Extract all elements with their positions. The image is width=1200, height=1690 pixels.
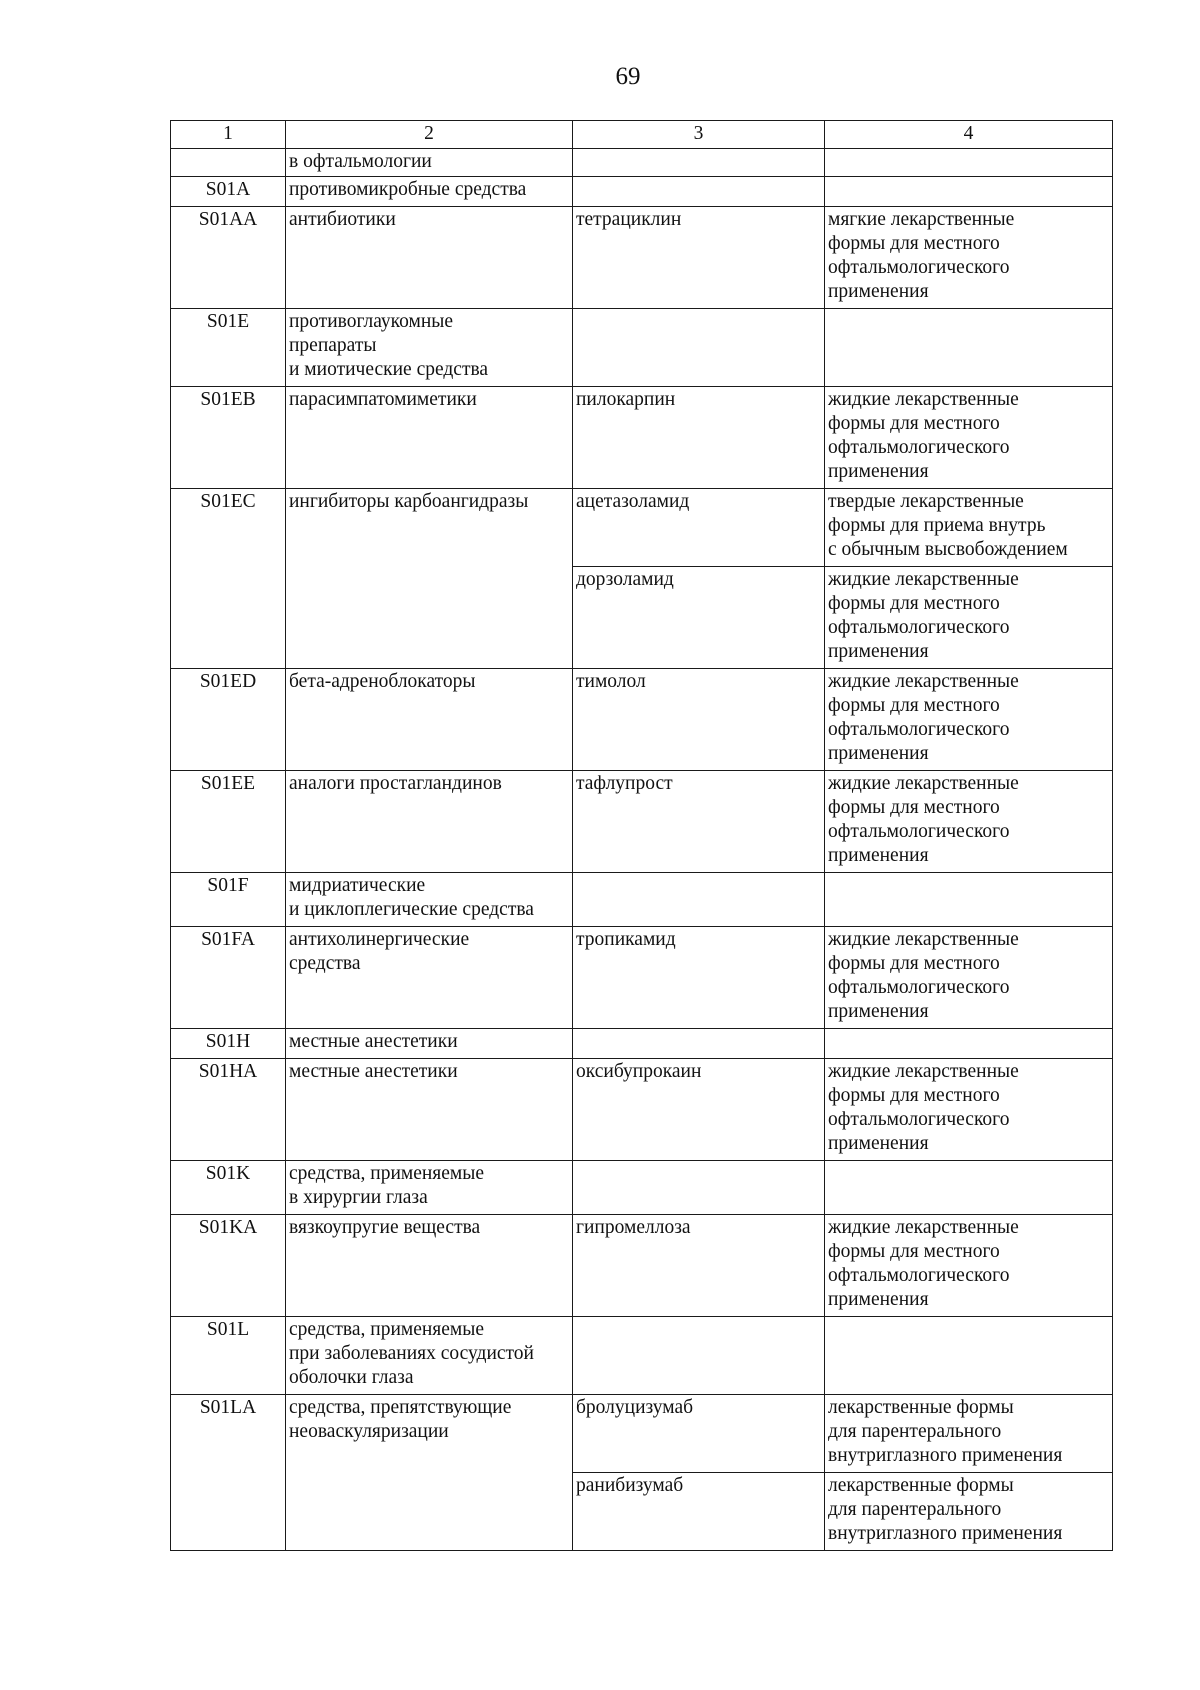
atc-code-cell: S01EE xyxy=(171,771,286,873)
table-row xyxy=(171,1059,1113,1161)
header-cell-2: 2 xyxy=(286,121,573,149)
table-row xyxy=(171,873,1113,927)
table-row xyxy=(171,1029,1113,1059)
page-number: 69 xyxy=(615,63,641,90)
atc-code-cell: S01F xyxy=(171,873,286,927)
group-name-cell: ингибиторы карбоангидразы xyxy=(286,489,573,669)
group-name-cell: средства, применяемые при заболеваниях сосудистой оболочки глаза xyxy=(286,1317,573,1395)
atc-code-cell: S01KA xyxy=(171,1215,286,1317)
group-name-cell: в офтальмологии xyxy=(286,149,573,177)
table-header-row xyxy=(171,121,1113,149)
dosage-form-cell: твердые лекарственные формы для приема внутрь с обычным высвобождением xyxy=(825,489,1113,567)
drug-name-cell: гипромеллоза xyxy=(573,1215,825,1317)
drug-name-cell xyxy=(573,873,825,927)
table-row xyxy=(171,207,1113,309)
dosage-form-cell: жидкие лекарственные формы для местного офтальмологического применения xyxy=(825,669,1113,771)
group-name-cell: противоглаукомные препараты и миотические средства xyxy=(286,309,573,387)
dosage-form-cell: жидкие лекарственные формы для местного офтальмологического применения xyxy=(825,927,1113,1029)
drug-name-cell: бролуцизумаб xyxy=(573,1395,825,1473)
dosage-form-cell xyxy=(825,1029,1113,1059)
drug-name-cell xyxy=(573,1317,825,1395)
atc-code-cell: S01E xyxy=(171,309,286,387)
group-name-cell: бета-адреноблокаторы xyxy=(286,669,573,771)
group-name-cell: парасимпатомиметики xyxy=(286,387,573,489)
atc-code-cell: S01H xyxy=(171,1029,286,1059)
atc-code-cell xyxy=(171,149,286,177)
atc-code-cell: S01L xyxy=(171,1317,286,1395)
table-row xyxy=(171,489,1113,567)
group-name-cell: средства, препятствующие неоваскуляризации xyxy=(286,1395,573,1551)
dosage-form-cell xyxy=(825,309,1113,387)
dosage-form-cell: жидкие лекарственные формы для местного офтальмологического применения xyxy=(825,771,1113,873)
drug-name-cell xyxy=(573,149,825,177)
group-name-cell: местные анестетики xyxy=(286,1059,573,1161)
atc-code-cell: S01ED xyxy=(171,669,286,771)
drug-name-cell: дорзоламид xyxy=(573,567,825,669)
dosage-form-cell xyxy=(825,1161,1113,1215)
dosage-form-cell: лекарственные формы для парентерального внутриглазного применения xyxy=(825,1473,1113,1551)
atc-code-cell: S01EB xyxy=(171,387,286,489)
header-cell-1: 1 xyxy=(171,121,286,149)
drug-name-cell xyxy=(573,1029,825,1059)
drug-name-cell: тропикамид xyxy=(573,927,825,1029)
drug-name-cell: тафлупрост xyxy=(573,771,825,873)
table-row xyxy=(171,1215,1113,1317)
group-name-cell: антибиотики xyxy=(286,207,573,309)
drug-name-cell xyxy=(573,1161,825,1215)
group-name-cell: аналоги простагландинов xyxy=(286,771,573,873)
drug-name-cell: ацетазоламид xyxy=(573,489,825,567)
group-name-cell: средства, применяемые в хирургии глаза xyxy=(286,1161,573,1215)
table-row xyxy=(171,771,1113,873)
atc-code-cell: S01HA xyxy=(171,1059,286,1161)
group-name-cell: мидриатические и циклоплегические средства xyxy=(286,873,573,927)
table-row xyxy=(171,149,1113,177)
table-row xyxy=(171,669,1113,771)
dosage-form-cell xyxy=(825,149,1113,177)
drug-name-cell xyxy=(573,309,825,387)
drug-name-cell xyxy=(573,177,825,207)
dosage-form-cell: жидкие лекарственные формы для местного офтальмологического применения xyxy=(825,567,1113,669)
drug-name-cell: тимолол xyxy=(573,669,825,771)
atc-code-cell: S01LA xyxy=(171,1395,286,1551)
group-name-cell: вязкоупругие вещества xyxy=(286,1215,573,1317)
table-row xyxy=(171,1317,1113,1395)
atc-code-cell: S01FA xyxy=(171,927,286,1029)
dosage-form-cell xyxy=(825,873,1113,927)
dosage-form-cell xyxy=(825,1317,1113,1395)
table-row xyxy=(171,387,1113,489)
dosage-form-cell: мягкие лекарственные формы для местного офтальмологического применения xyxy=(825,207,1113,309)
dosage-form-cell: жидкие лекарственные формы для местного офтальмологического применения xyxy=(825,387,1113,489)
atc-code-cell: S01EC xyxy=(171,489,286,669)
dosage-form-cell: лекарственные формы для парентерального внутриглазного применения xyxy=(825,1395,1113,1473)
header-cell-3: 3 xyxy=(573,121,825,149)
drug-name-cell: ранибизумаб xyxy=(573,1473,825,1551)
drug-name-cell: оксибупрокаин xyxy=(573,1059,825,1161)
header-cell-4: 4 xyxy=(825,121,1113,149)
table-row xyxy=(171,177,1113,207)
atc-code-cell: S01A xyxy=(171,177,286,207)
atc-code-cell: S01K xyxy=(171,1161,286,1215)
dosage-form-cell xyxy=(825,177,1113,207)
table-row xyxy=(171,309,1113,387)
drug-table xyxy=(170,120,1113,1551)
atc-code-cell: S01AA xyxy=(171,207,286,309)
group-name-cell: противомикробные средства xyxy=(286,177,573,207)
table-row xyxy=(171,1161,1113,1215)
group-name-cell: антихолинергические средства xyxy=(286,927,573,1029)
dosage-form-cell: жидкие лекарственные формы для местного офтальмологического применения xyxy=(825,1215,1113,1317)
drug-name-cell: пилокарпин xyxy=(573,387,825,489)
table-row xyxy=(171,1395,1113,1473)
dosage-form-cell: жидкие лекарственные формы для местного офтальмологического применения xyxy=(825,1059,1113,1161)
drug-name-cell: тетрациклин xyxy=(573,207,825,309)
group-name-cell: местные анестетики xyxy=(286,1029,573,1059)
table-row xyxy=(171,927,1113,1029)
